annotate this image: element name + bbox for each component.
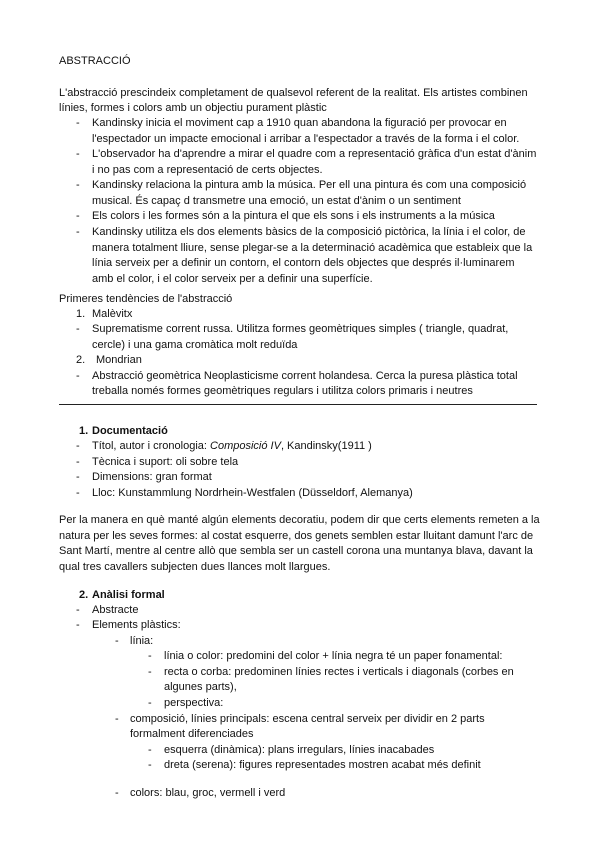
- bullet-text: Abstracte: [92, 604, 139, 616]
- bullet-text: [92, 439, 372, 455]
- horizontal-divider: [59, 404, 537, 405]
- bullet-dash: -: [76, 604, 80, 616]
- bullet-dash: -: [76, 210, 80, 222]
- bullet-text: Elements plàstics:: [92, 619, 181, 631]
- bullet-dash: -: [148, 666, 152, 678]
- paragraph-line: Per la manera en què manté algún elements decoratiu, podem dir que certs elements remeten a la: [59, 514, 540, 526]
- bullet-dash: -: [148, 744, 152, 756]
- bullet-text: composició, línies principals: escena central serveix per dividir en 2 parts: [130, 713, 485, 725]
- tendency-label: Mondrian: [96, 354, 142, 366]
- bullet-text: Kandinsky relaciona la pintura amb la música. Per ell una pintura és com una composició: [92, 179, 527, 191]
- bullet-text: Dimensions: gran format: [92, 471, 212, 483]
- bullet-text: línia serveix per a definir un contorn, el contorn dels objectes que després il·luminarem: [92, 257, 515, 269]
- bullet-text: Kandinsky utilitza els dos elements bàsics de la composició pictòrica, la línia i el color, de: [92, 226, 526, 238]
- bullet-dash: -: [76, 226, 80, 238]
- bullet-text: esquerra (dinàmica): plans irregulars, línies inacabades: [164, 744, 435, 756]
- bullet-dash: -: [148, 650, 152, 662]
- bullet-text: Els colors i les formes són a la pintura el que els sons i els instruments a la música: [92, 210, 495, 222]
- document-title: ABSTRACCIÓ: [59, 55, 131, 67]
- bullet-text: i no pas com a representació de certs objectes.: [92, 164, 323, 176]
- bullet-text: cercle) i una gama cromàtica molt reduïda: [92, 339, 298, 351]
- section-heading: Anàlisi formal: [92, 589, 165, 601]
- bullet-dash: -: [76, 471, 80, 483]
- bullet-text: formalment diferenciades: [130, 728, 254, 740]
- bullet-text: línia:: [130, 635, 154, 647]
- bullet-text: recta o corba: predominen línies rectes i verticals i diagonals (corbes en: [164, 666, 514, 678]
- bullet-dash: -: [76, 370, 80, 382]
- bullet-dash: -: [115, 787, 119, 799]
- bullet-dash: -: [76, 148, 80, 160]
- bullet-text: Abstracció geomètrica Neoplasticisme corrent holandesa. Cerca la puresa plàstica total: [92, 370, 518, 382]
- bullet-dash: -: [148, 759, 152, 771]
- bullet-text: dreta (serena): figures representades mostren acabat més definit: [164, 759, 481, 771]
- bullet-dash: -: [76, 323, 80, 335]
- paragraph-line: qual tres cavallers subjecten dues llances molt llargues.: [59, 561, 331, 573]
- bullet-text: treballa només formes geomètriques regulars i utilitza colors primaris i neutres: [92, 385, 473, 397]
- bullet-dash: -: [76, 179, 80, 191]
- bullet-dash: -: [76, 619, 80, 631]
- bullet-text: perspectiva:: [164, 697, 224, 709]
- work-title: Composició IV: [210, 440, 281, 452]
- tendency-label: Malèvitx: [92, 308, 133, 320]
- bullet-text: Kandinsky inicia el moviment cap a 1910 quan abandona la figuració per provocar en: [92, 117, 507, 129]
- paragraph-line: natura per les seves formes: al costat esquerre, dos genets semblen estar lluitant damunt l'arc de: [59, 530, 534, 542]
- section-heading: Documentació: [92, 425, 168, 437]
- bullet-dash: -: [76, 456, 80, 468]
- title-rest: , Kandinsky(1911 ): [280, 440, 372, 452]
- bullet-text: musical. És capaç d transmetre una emoció, un estat d'ànim o un sentiment: [92, 195, 461, 207]
- bullet-text: Tècnica i suport: oli sobre tela: [92, 456, 239, 468]
- bullet-text: manera totalment lliure, sense plegar-se a la determinació acadèmica que estableix que la: [92, 242, 533, 254]
- bullet-text: Suprematisme corrent russa. Utilitza formes geomètriques simples ( triangle, quadrat,: [92, 323, 509, 335]
- bullet-text: línia o color: predomini del color + línia negra té un paper fonamental:: [164, 650, 503, 662]
- bullet-text: colors: blau, groc, vermell i verd: [130, 787, 286, 799]
- title-label: Títol, autor i cronologia:: [92, 440, 211, 452]
- intro-line: L'abstracció prescindeix completament de qualsevol referent de la realitat. Els artistes combinen: [59, 87, 528, 99]
- bullet-dash: -: [76, 487, 80, 499]
- bullet-text: Lloc: Kunstammlung Nordrhein-Westfalen (Düsseldorf, Alemanya): [92, 487, 413, 499]
- list-number: 2.: [76, 354, 86, 366]
- bullet-text: amb el color, i el color serveix per a definir una superfície.: [92, 273, 373, 285]
- bullet-text: L'observador ha d'aprendre a mirar el quadre com a representació gràfica d'un estat d'ànim: [92, 148, 537, 160]
- list-number: 2.: [79, 589, 89, 601]
- bullet-dash: -: [115, 635, 119, 647]
- paragraph-line: Sant Martí, mentre al centre allò que sembla ser un castell corona una muntanya blava, davant la: [59, 545, 533, 557]
- bullet-dash: -: [148, 697, 152, 709]
- bullet-text: l'espectador un impacte emocional i arribar a l'espectador a través de la forma i el color.: [92, 133, 520, 145]
- bullet-text: algunes parts),: [164, 681, 237, 693]
- list-number: 1.: [79, 425, 89, 437]
- intro-line: línies, formes i colors amb un objectiu purament plàstic: [59, 102, 327, 114]
- bullet-dash: -: [76, 440, 80, 452]
- bullet-dash: -: [115, 713, 119, 725]
- bullet-dash: -: [76, 117, 80, 129]
- list-number: 1.: [76, 308, 86, 320]
- section-heading: Primeres tendències de l'abstracció: [59, 293, 233, 305]
